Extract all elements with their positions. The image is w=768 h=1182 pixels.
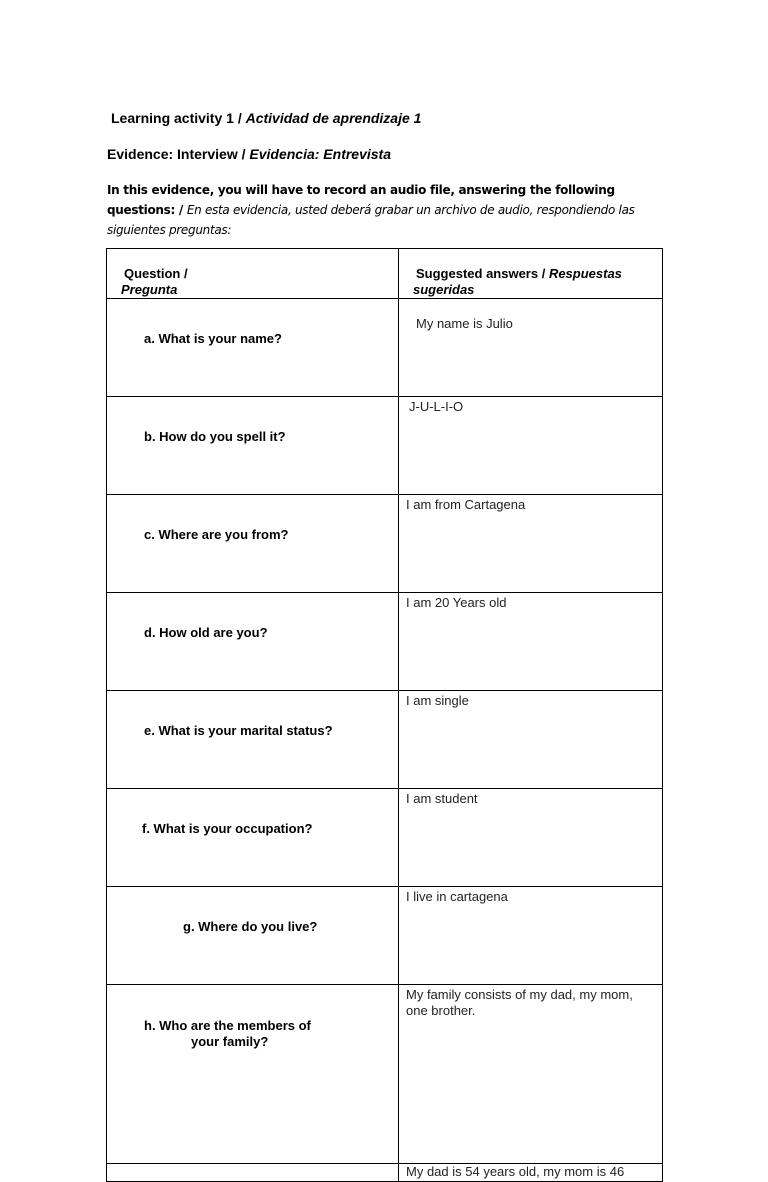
question-cell: e. What is your marital status?: [107, 691, 399, 789]
evidence-title: [107, 146, 391, 162]
answer-cell: I am 20 Years old: [399, 593, 663, 691]
interview-table: [106, 248, 663, 1182]
table-header-row: [107, 249, 663, 299]
intro-paragraph: [107, 180, 652, 240]
header-question-es: Pregunta: [121, 282, 178, 297]
answer-cell: My dad is 54 years old, my mom is 46: [399, 1164, 663, 1182]
answer-cell: I am student: [399, 789, 663, 887]
evidence-title-es: Evidencia: Entrevista: [249, 146, 392, 162]
answer-cell: My family consists of my dad, my mom, one brother.: [399, 985, 663, 1164]
answer-cell: My name is Julio: [399, 299, 663, 397]
table-row: [107, 1164, 663, 1182]
table-row: [107, 789, 663, 887]
question-cell: d. How old are you?: [107, 593, 399, 691]
table-row: [107, 495, 663, 593]
question-line-1: h. Who are the members of: [144, 1018, 311, 1033]
table-row: [107, 593, 663, 691]
table-row: [107, 397, 663, 495]
table-row: [107, 691, 663, 789]
question-cell: c. Where are you from?: [107, 495, 399, 593]
header-question-cell: [107, 249, 399, 299]
table-row: [107, 887, 663, 985]
activity-title-en: Learning activity 1: [111, 110, 234, 126]
activity-title-es: Actividad de aprendizaje 1: [245, 110, 422, 126]
header-answer-es-2: sugeridas: [413, 282, 475, 297]
question-cell: b. How do you spell it?: [107, 397, 399, 495]
question-cell: f. What is your occupation?: [107, 789, 399, 887]
answer-cell: I live in cartagena: [399, 887, 663, 985]
intro-en: In this evidence, you will have to record an audio file, answering the following questions: /: [107, 183, 615, 217]
header-answer-en: Suggested answers /: [416, 266, 549, 281]
question-cell: [107, 985, 399, 1164]
header-answer-es-1: Respuestas: [548, 266, 622, 281]
intro-es: En esta evidencia, usted deberá grabar un archivo de audio, respondiendo las siguientes preguntas:: [107, 203, 635, 237]
evidence-separator: /: [237, 146, 250, 162]
evidence-title-en: Evidence: Interview: [107, 146, 238, 162]
header-answer-cell: [399, 249, 663, 299]
answer-cell: I am from Cartagena: [399, 495, 663, 593]
table-row: [107, 299, 663, 397]
header-question-en: Question /: [124, 266, 188, 281]
question-cell: g. Where do you live?: [107, 887, 399, 985]
table-row: [107, 985, 663, 1164]
question-line-2: your family?: [191, 1034, 269, 1049]
header-answer-line1: [413, 249, 662, 282]
title-separator: /: [233, 110, 246, 126]
activity-title: [111, 110, 421, 126]
answer-cell: I am single: [399, 691, 663, 789]
question-cell: [107, 1164, 399, 1182]
question-cell: a. What is your name?: [107, 299, 399, 397]
answer-cell: J-U-L-I-O: [399, 397, 663, 495]
